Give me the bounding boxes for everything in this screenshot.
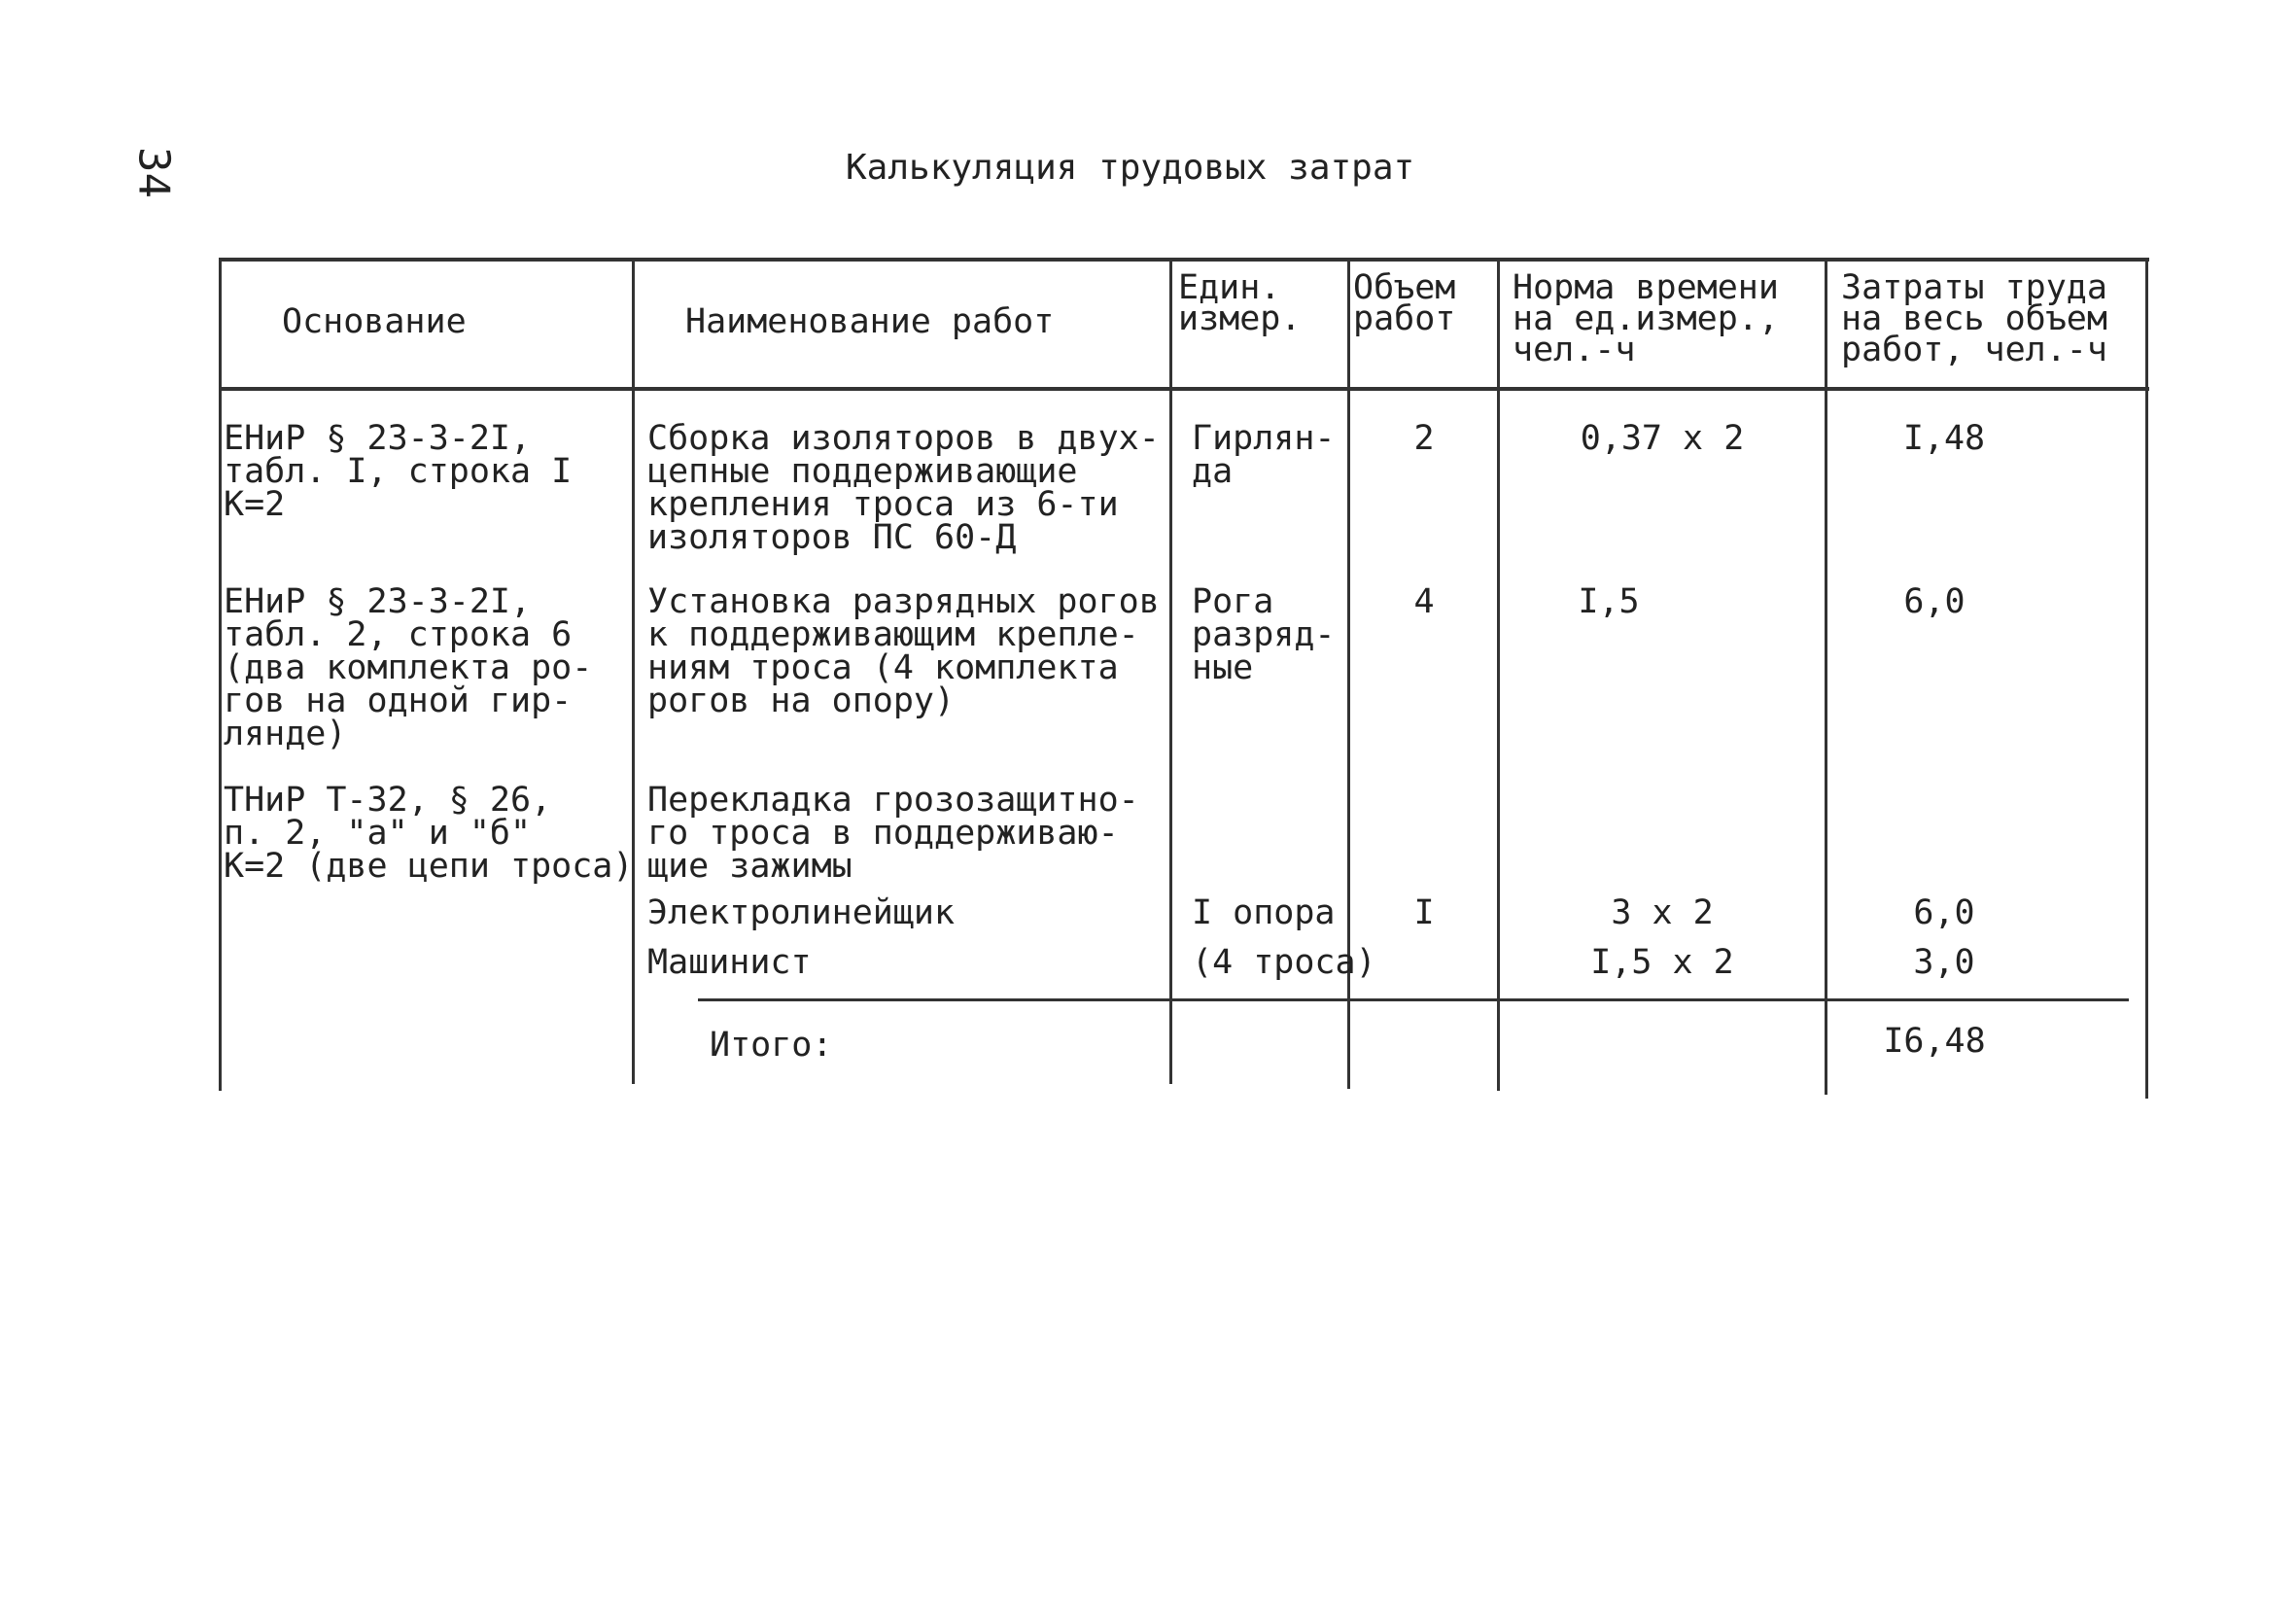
row-work-name: Сборка изоляторов в двух- цепные поддерживающие крепления троса из 6-ти изоляторов ПС 60-Д (647, 419, 1160, 557)
column-divider (1169, 258, 1172, 1084)
row-unit: (4 троса) (1192, 943, 1376, 982)
row-volume: I (1413, 893, 1435, 932)
row-unit: Гирлян- да (1192, 419, 1336, 491)
row-unit: Рога разряд- ные (1192, 582, 1336, 687)
header-bottom-border (220, 387, 2149, 391)
table-top-border (220, 258, 2149, 262)
row-work-name: Электролинейщик (647, 893, 956, 932)
row-norm: 3 х 2 (1611, 893, 1714, 932)
row-labor: I,48 (1902, 419, 1986, 458)
document-title: Калькуляция трудовых затрат (846, 148, 1415, 188)
row-labor: 3,0 (1913, 943, 1975, 982)
row-volume: 4 (1413, 582, 1435, 621)
column-divider (2145, 258, 2148, 1099)
header-work-name: Наименование работ (685, 302, 1055, 341)
row-basis: ЕНиР § 23-3-2I, табл. 2, строка 6 (два комплекта ро- гов на одной гир- лянде) (224, 582, 593, 753)
header-basis: Основание (282, 302, 467, 341)
row-volume: 2 (1413, 419, 1435, 458)
row-labor: 6,0 (1903, 582, 1966, 621)
total-labor: I6,48 (1883, 1022, 1986, 1061)
row-norm: 0,37 х 2 (1580, 419, 1745, 458)
column-divider (1497, 258, 1500, 1091)
row-work-name: Машинист (647, 943, 812, 982)
header-volume: Объем работ (1353, 268, 1456, 338)
row-basis: ТНиР Т-32, § 26, п. 2, "а" и "б" К=2 (две цепи троса) (224, 781, 634, 886)
row-labor: 6,0 (1913, 893, 1975, 932)
row-norm: I,5 х 2 (1590, 943, 1734, 982)
total-label: Итого: (710, 1026, 833, 1065)
header-norm: Норма времени на ед.измер., чел.-ч (1513, 268, 1779, 369)
row-norm: I,5 (1578, 582, 1640, 621)
column-divider (632, 258, 635, 1084)
header-labor: Затраты труда на весь объем работ, чел.-ч (1841, 268, 2107, 369)
row-work-name: Перекладка грозозащитно- го троса в поддерживаю- щие зажимы (647, 781, 1139, 886)
total-separator-line (698, 998, 2129, 1001)
column-divider (219, 258, 222, 1091)
row-unit: I опора (1192, 893, 1336, 932)
row-work-name: Установка разрядных рогов к поддерживающим крепле- ниям троса (4 комплекта рогов на опору) (647, 582, 1160, 720)
page-number: 34 (128, 147, 179, 198)
header-unit: Един. измер. (1178, 268, 1302, 338)
row-basis: ЕНиР § 23-3-2I, табл. I, строка I К=2 (224, 419, 573, 524)
